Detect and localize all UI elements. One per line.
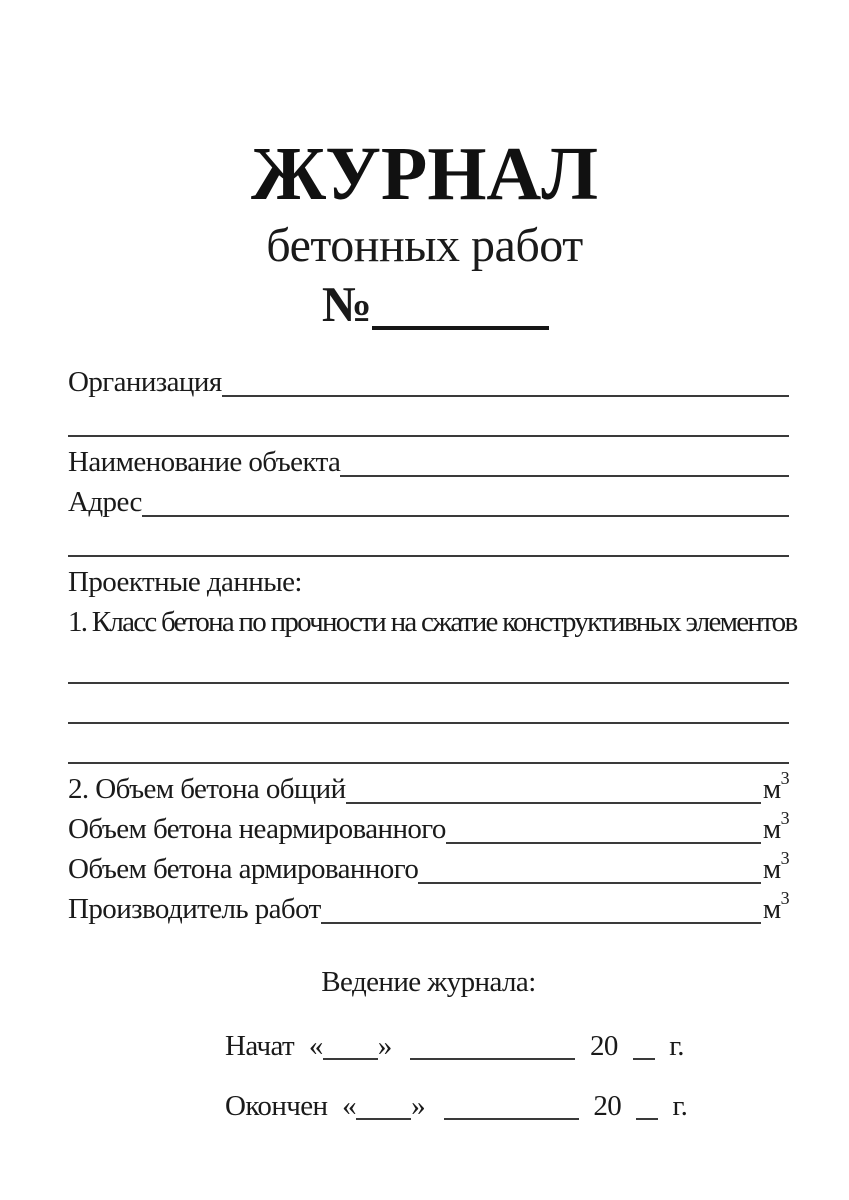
unit-m3: $м^3$ (762, 768, 789, 805)
concrete-class-blank-field-3 (68, 729, 789, 764)
organization-continuation-row (68, 402, 789, 442)
address-continuation-blank-field (68, 522, 789, 557)
volume-total-label: 2. Объем бетона общий (68, 773, 346, 805)
finished-year-suffix: г. (672, 1090, 688, 1122)
form-body (68, 362, 797, 929)
object-name-row (68, 442, 789, 482)
work-manager-label: Производитель работ (68, 893, 321, 925)
journal-keeping-section (68, 962, 789, 1126)
document-title: ЖУРНАЛ (251, 132, 598, 216)
unit-m3: $м^3$ (762, 888, 789, 925)
journal-keeping-heading: Ведение журнала: (321, 966, 536, 998)
finished-century: 20 (593, 1090, 622, 1122)
object-name-blank-field (340, 442, 789, 477)
address-row (68, 482, 789, 522)
organization-blank-field (222, 362, 789, 397)
organization-continuation-blank-field (68, 402, 789, 437)
volume-total-row (68, 769, 789, 809)
work-manager-blank-field (321, 889, 761, 924)
document-number-line (22, 276, 849, 332)
volume-reinforced-label: Объем бетона армированного (68, 853, 419, 885)
finished-month-blank-field (444, 1118, 579, 1120)
concrete-class-label: 1. Класс бетона по прочности на сжатие конструктивных элементов (68, 606, 797, 638)
started-month-blank-field (410, 1058, 575, 1060)
organization-label: Организация (68, 366, 222, 398)
title-block (0, 0, 849, 330)
volume-reinforced-blank-field (418, 849, 761, 884)
close-quote: » (377, 1030, 392, 1062)
concrete-class-blank-row-1 (68, 649, 789, 689)
started-century: 20 (590, 1030, 618, 1062)
finished-day-blank-field (356, 1118, 411, 1120)
volume-total-blank-field (346, 769, 761, 804)
volume-unreinforced-label: Объем бетона неармированного (68, 813, 446, 845)
project-data-heading: Проектные данные: (68, 566, 302, 598)
document-subtitle: бетонных работ (266, 219, 583, 272)
finished-year-blank-field (636, 1118, 658, 1120)
open-quote: « (308, 1030, 323, 1062)
unit-m3: $м^3$ (762, 848, 789, 885)
address-continuation-row (68, 522, 789, 562)
concrete-class-row (68, 602, 797, 642)
address-blank-field (142, 482, 789, 517)
started-year-suffix: г. (669, 1030, 684, 1062)
open-quote: « (342, 1090, 357, 1122)
journal-started-row (225, 1026, 789, 1066)
concrete-class-blank-field-2 (68, 689, 789, 724)
concrete-class-blank-field-1 (68, 649, 789, 684)
number-blank-field (372, 326, 549, 330)
project-data-heading-row (68, 562, 789, 602)
volume-unreinforced-row (68, 809, 789, 849)
address-label: Адрес (68, 486, 142, 518)
concrete-class-blank-row-3 (68, 729, 789, 769)
started-label: Начат (225, 1030, 295, 1062)
started-day-blank-field (323, 1058, 378, 1060)
volume-unreinforced-blank-field (446, 809, 761, 844)
concrete-class-blank-row-2 (68, 689, 789, 729)
journal-finished-row (225, 1086, 789, 1126)
number-sign: № (321, 276, 373, 332)
object-name-label: Наименование объекта (68, 446, 341, 478)
organization-row (68, 362, 789, 402)
work-manager-row (68, 889, 789, 929)
close-quote: » (411, 1090, 426, 1122)
unit-m3: $м^3$ (762, 808, 789, 845)
started-year-blank-field (633, 1058, 655, 1060)
volume-reinforced-row (68, 849, 789, 889)
finished-label: Окончен (225, 1090, 328, 1122)
